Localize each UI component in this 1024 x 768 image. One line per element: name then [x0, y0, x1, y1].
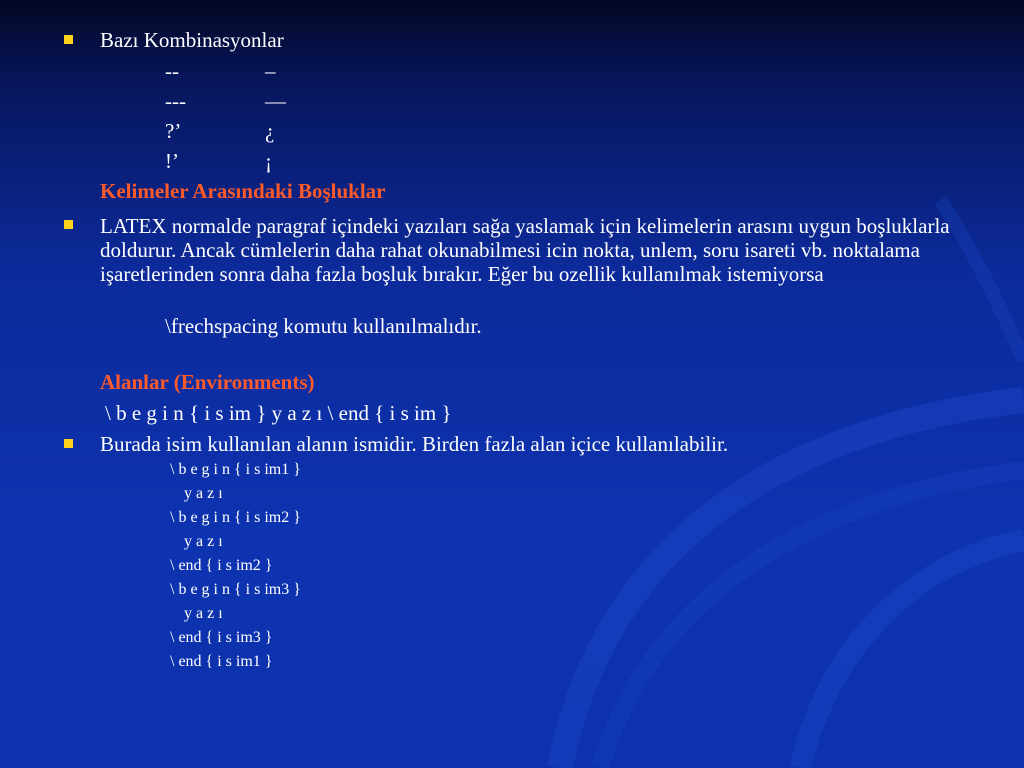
combo-input: -- — [165, 59, 179, 83]
section-heading-spacing: Kelimeler Arasındaki Boşluklar — [100, 179, 386, 203]
code-line: \ end { i s im3 } — [170, 629, 273, 646]
code-line: y a z ı — [184, 485, 223, 502]
bullet-icon — [64, 35, 73, 44]
combo-output: ¿ — [265, 119, 275, 143]
code-line: \ b e g i n { i s im1 } — [170, 461, 301, 478]
code-line: y a z ı — [184, 605, 223, 622]
code-line: \ b e g i n { i s im2 } — [170, 509, 301, 526]
section-heading-environments: Alanlar (Environments) — [100, 370, 315, 394]
code-line: y a z ı — [184, 533, 223, 550]
combo-output: — — [265, 89, 286, 113]
combo-input: ?’ — [165, 119, 182, 143]
combo-input: !’ — [165, 149, 179, 173]
combo-input: --- — [165, 89, 186, 113]
environment-syntax: \ b e g i n { i s im } y a z ı \ end { i s im } — [105, 401, 452, 425]
combo-output: ¡ — [265, 149, 272, 173]
bullet-icon — [64, 439, 73, 448]
item1-title: Bazı Kombinasyonlar — [100, 28, 284, 52]
code-line: \ b e g i n { i s im3 } — [170, 581, 301, 598]
item2-paragraph: LATEX normalde paragraf içindeki yazıları sağa yaslamak için kelimelerin arasını uygun boşluklarla doldurur. Ancak cümlelerin daha rahat okunabilmesi icin nokta, unlem, soru isareti vb. noktalama işaretlerinden sonra daha fazla boşluk bırakır. Eğer bu ozellik kullanılmak istemiyorsa — [100, 214, 950, 286]
combo-output: – — [265, 59, 276, 83]
code-line: \ end { i s im2 } — [170, 557, 273, 574]
item3-text: Burada isim kullanılan alanın ismidir. Birden fazla alan içice kullanılabilir. — [100, 432, 729, 456]
frechspacing-command: \frechspacing komutu kullanılmalıdır. — [165, 314, 482, 338]
bullet-icon — [64, 220, 73, 229]
code-line: \ end { i s im1 } — [170, 653, 273, 670]
